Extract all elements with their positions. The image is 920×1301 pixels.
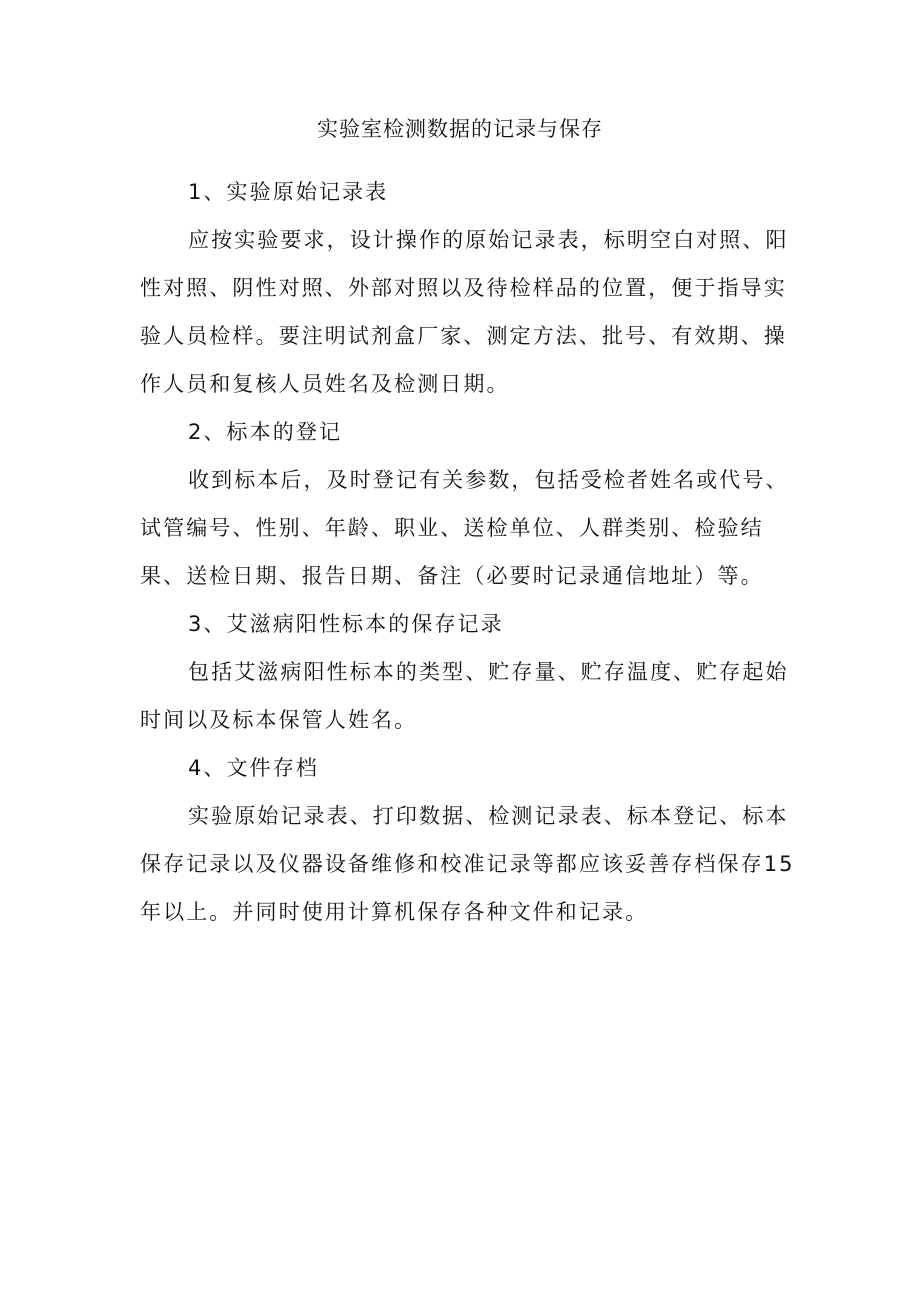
section-body-3: 包括艾滋病阳性标本的类型、贮存量、贮存温度、贮存起始时间以及标本保管人姓名。 bbox=[140, 660, 789, 732]
section-heading-2: 2、标本的登记 bbox=[188, 420, 343, 444]
section-body-4: 实验原始记录表、打印数据、检测记录表、标本登记、标本保存记录以及仪器设备维修和校准记录等都应该妥善存档保存15年以上。并同时使用计算机保存各种文件和记录。 bbox=[140, 804, 795, 924]
section-body-1: 应按实验要求，设计操作的原始记录表，标明空白对照、阳性对照、阴性对照、外部对照以及待检样品的位置，便于指导实验人员检样。要注明试剂盒厂家、测定方法、批号、有效期、操作人员和复核人员姓名及检测日期。 bbox=[140, 228, 789, 396]
document-body bbox=[140, 168, 800, 936]
section-body-2: 收到标本后，及时登记有关参数，包括受检者姓名或代号、试管编号、性别、年龄、职业、送检单位、人群类别、检验结果、送检日期、报告日期、备注（必要时记录通信地址）等。 bbox=[140, 468, 789, 588]
section-heading-3: 3、艾滋病阳性标本的保存记录 bbox=[188, 612, 504, 636]
section-heading-1: 1、实验原始记录表 bbox=[188, 180, 389, 204]
section-heading-4: 4、文件存档 bbox=[188, 756, 319, 780]
document-title: 实验室检测数据的记录与保存 bbox=[317, 117, 603, 141]
